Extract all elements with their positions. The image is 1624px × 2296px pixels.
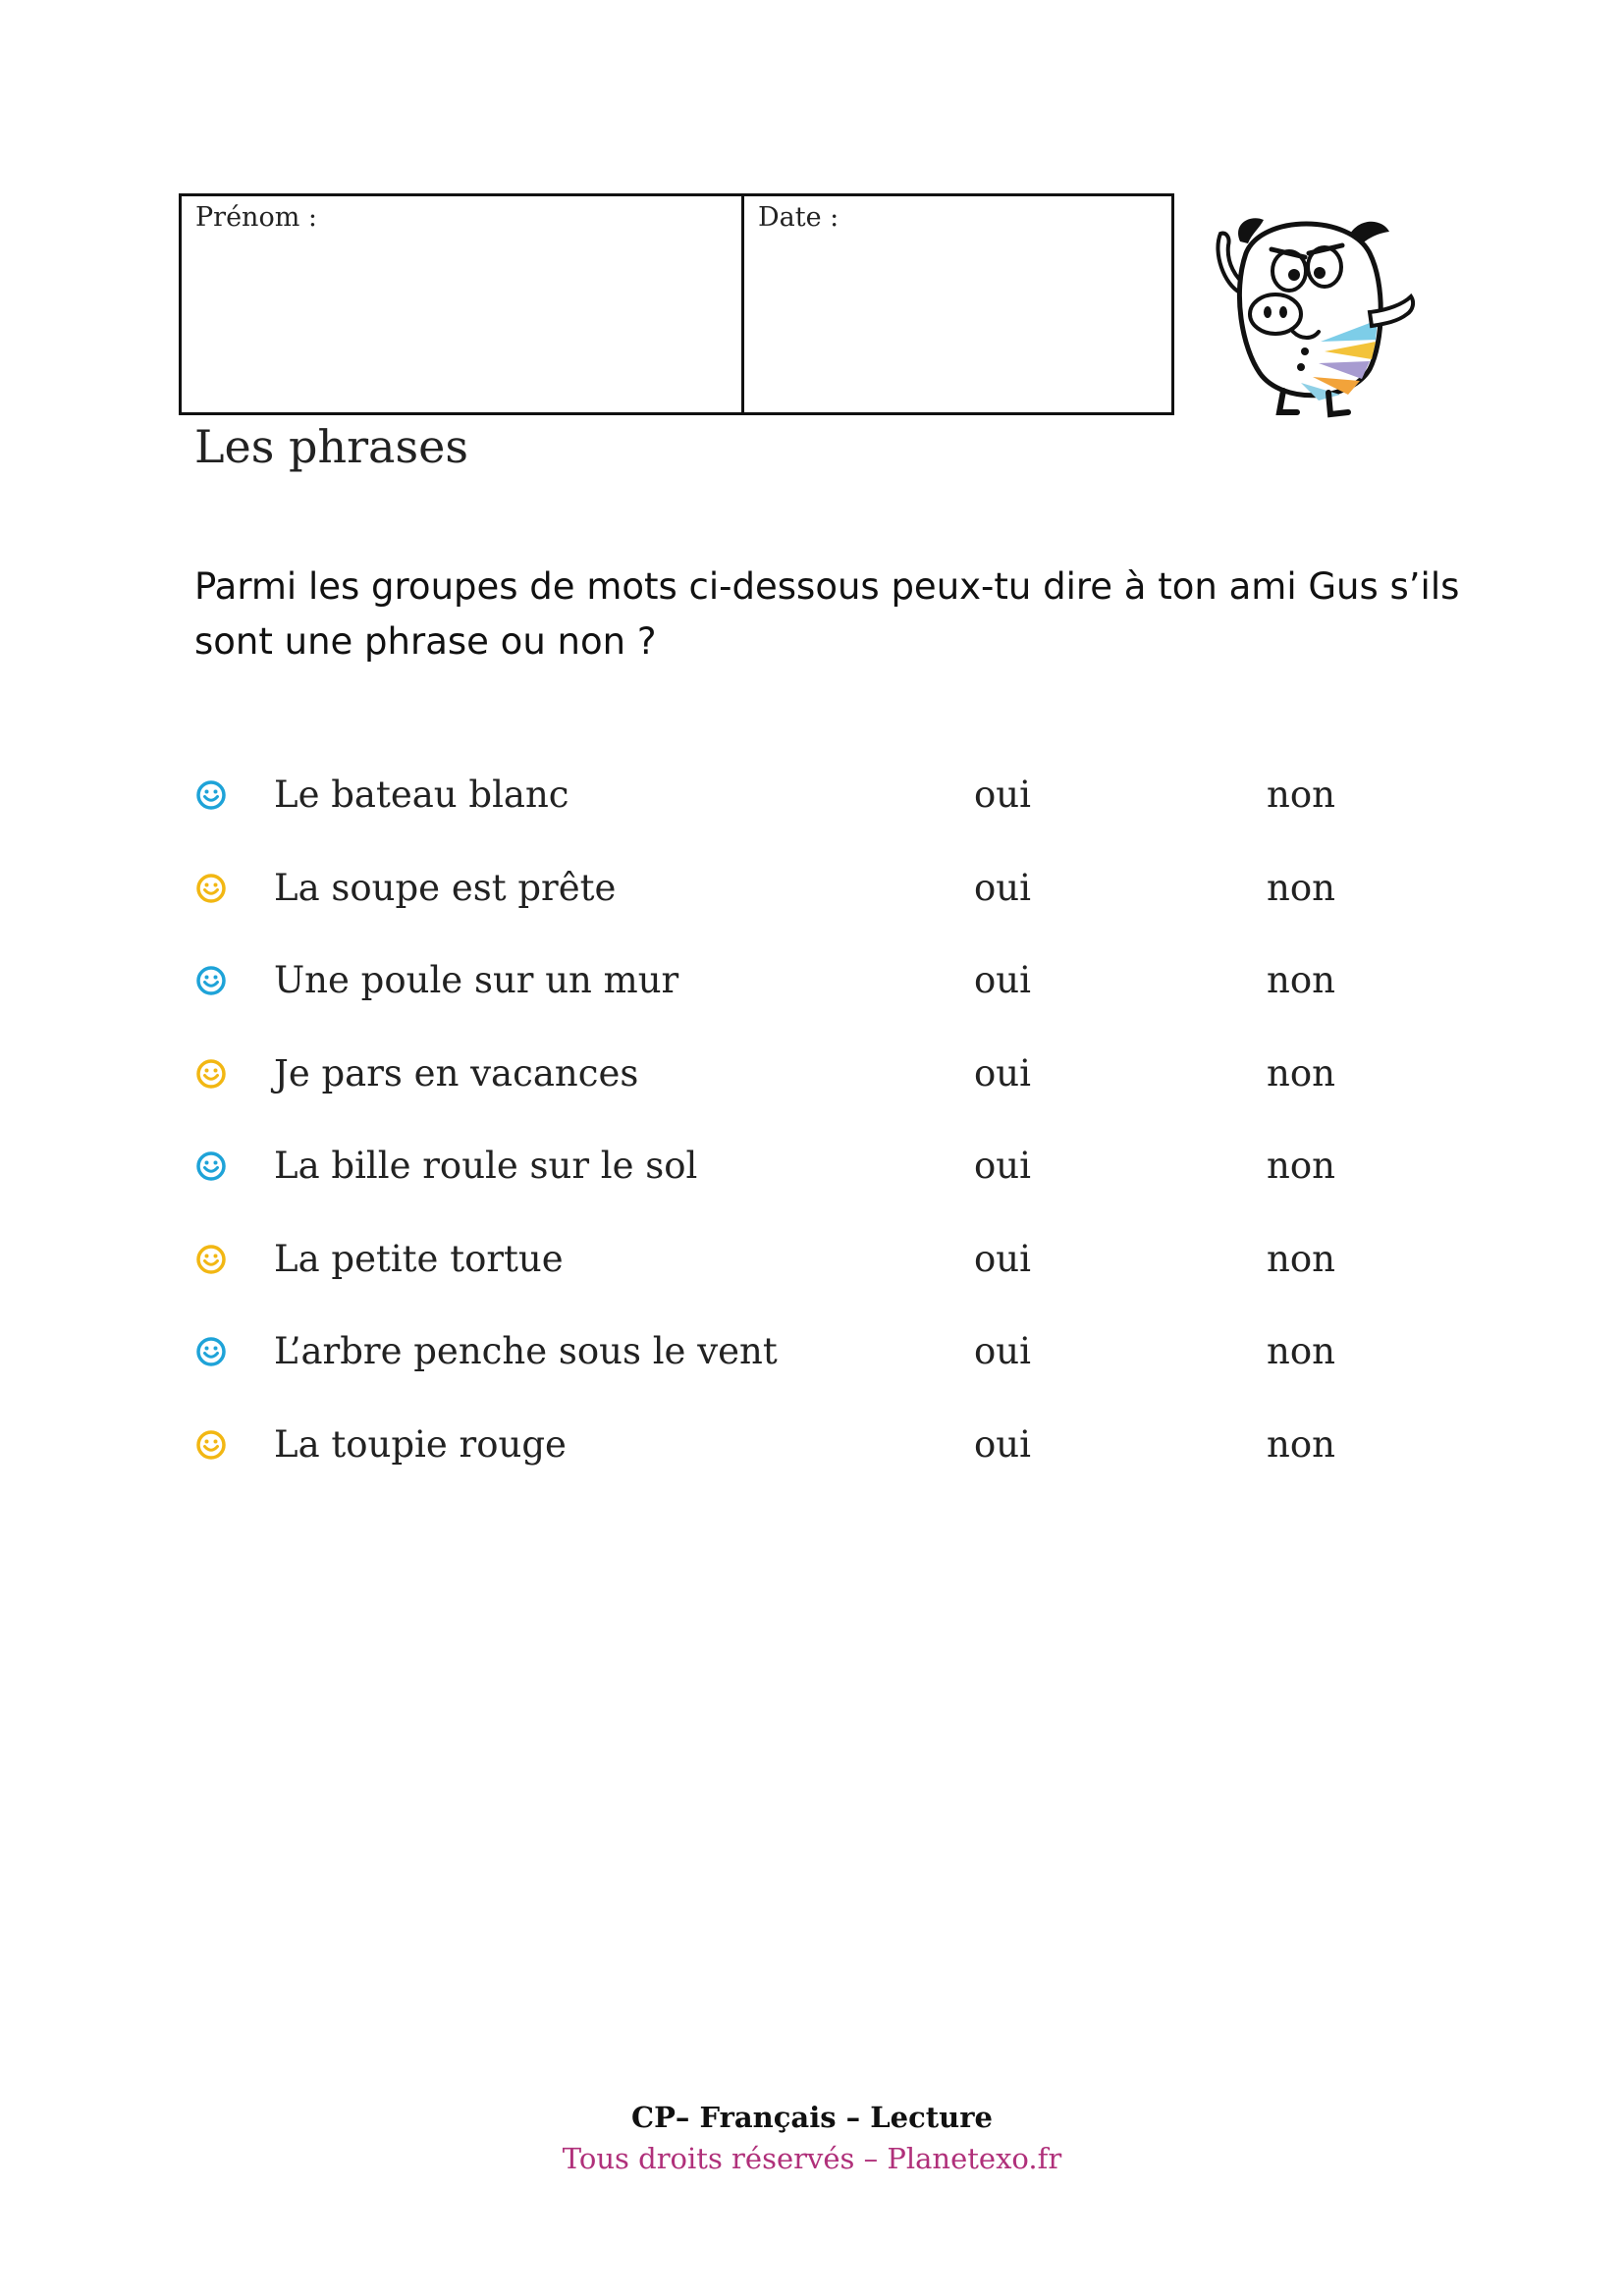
smiley-icon [195,1244,227,1275]
phrase-text: La bille roule sur le sol [274,1145,698,1187]
oui-option[interactable]: oui [974,866,1031,909]
oui-option[interactable]: oui [974,1422,1031,1466]
non-option[interactable]: non [1267,1330,1335,1372]
non-option[interactable]: non [1267,1051,1335,1095]
list-item [0,859,1624,952]
oui-option[interactable]: oui [974,959,1031,1001]
non-option[interactable]: non [1267,1237,1335,1280]
non-option[interactable]: non [1267,774,1335,816]
date-label: Date : [758,202,839,233]
list-item [0,1137,1624,1230]
non-option[interactable]: non [1267,866,1335,909]
non-option[interactable]: non [1267,1145,1335,1187]
smiley-icon [195,1336,227,1367]
phrase-text: Je pars en vacances [274,1051,639,1095]
smiley-icon [195,1429,227,1461]
phrase-text: La toupie rouge [274,1422,567,1466]
oui-option[interactable]: oui [974,1237,1031,1280]
phrase-text: Le bateau blanc [274,774,569,816]
phrase-text: L’arbre penche sous le vent [274,1330,778,1372]
page-title: Les phrases [194,420,468,473]
list-item [0,951,1624,1044]
smiley-icon [195,1058,227,1090]
date-field[interactable] [744,196,1171,412]
name-date-box [179,193,1174,415]
list-item [0,1230,1624,1323]
smiley-icon [195,965,227,996]
phrase-text: Une poule sur un mur [274,959,679,1001]
phrase-text: La petite tortue [274,1237,564,1280]
oui-option[interactable]: oui [974,1145,1031,1187]
oui-option[interactable]: oui [974,1330,1031,1372]
sheep-mascot-icon [1203,194,1419,420]
oui-option[interactable]: oui [974,1051,1031,1095]
list-item [0,766,1624,859]
phrase-text: La soupe est prête [274,866,617,909]
instruction-text: Parmi les groupes de mots ci-dessous peux-tu dire à ton ami Gus s’ils sont une phrase ou non ? [194,565,1460,663]
smiley-icon [195,779,227,811]
non-option[interactable]: non [1267,959,1335,1001]
list-item [0,1415,1624,1509]
list-item [0,1322,1624,1415]
footer-subject: CP– Français – Lecture [631,2101,993,2134]
prenom-label: Prénom : [195,202,317,233]
smiley-icon [195,873,227,904]
non-option[interactable]: non [1267,1422,1335,1466]
smiley-icon [195,1150,227,1182]
prenom-field[interactable] [182,196,744,412]
oui-option[interactable]: oui [974,774,1031,816]
phrase-list [0,766,1624,1508]
footer-copyright: Tous droits réservés – Planetexo.fr [562,2142,1062,2175]
list-item [0,1044,1624,1138]
